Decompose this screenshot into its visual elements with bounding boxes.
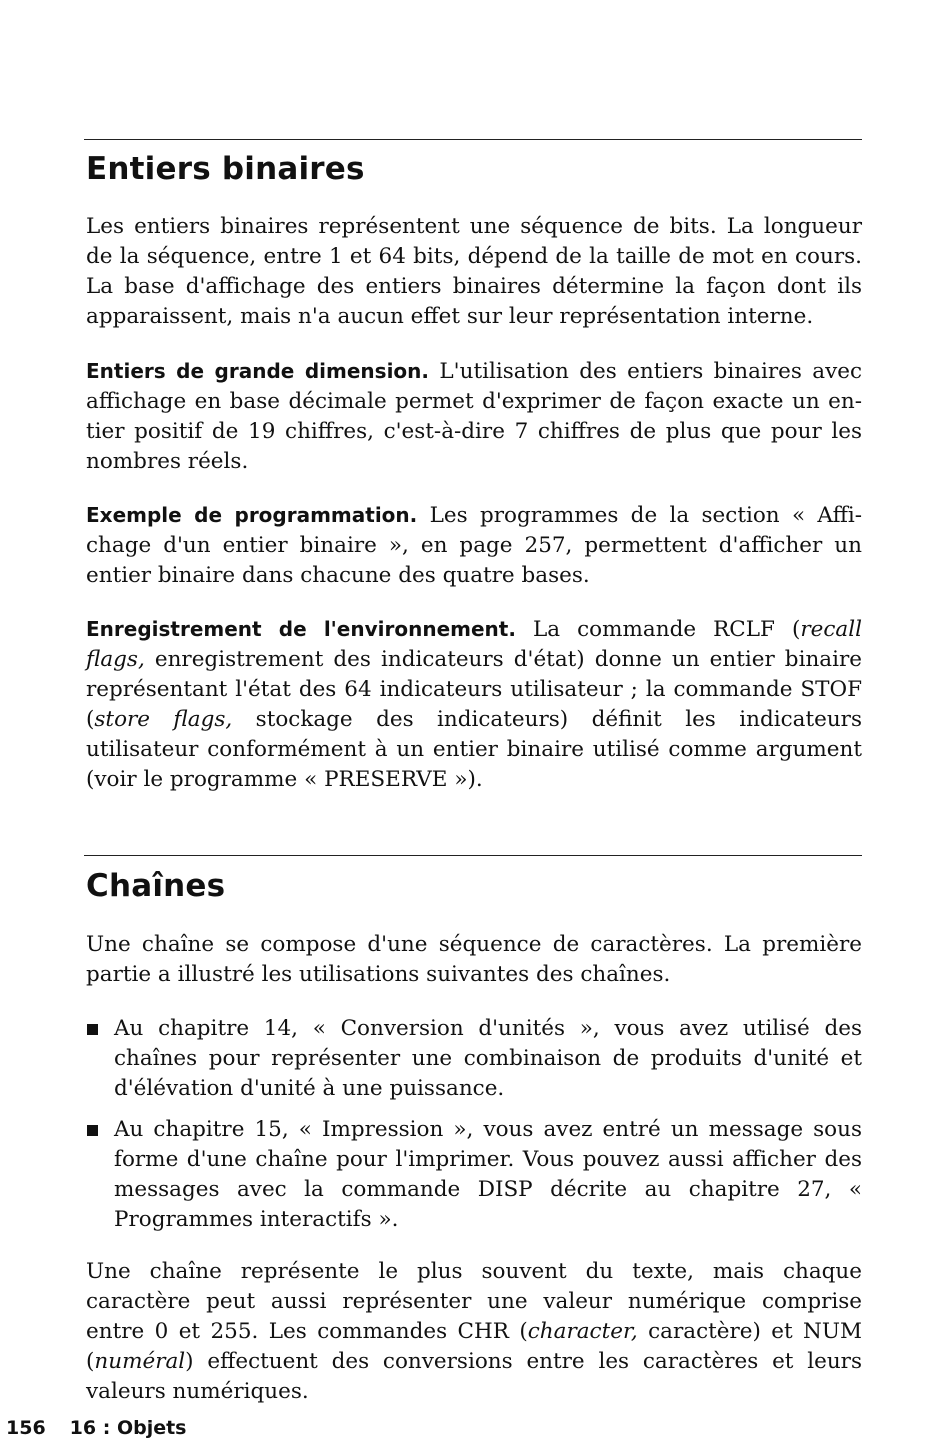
closing-italic-character: character, (527, 1319, 638, 1344)
closing-text-1: Une chaîne représente le plus souvent du texte, mais chaque caractère peut aussi représenter une valeur numérique comprise entre 0 et 255. Les commandes CHR ( (86, 1259, 862, 1344)
binary-intro-paragraph: Les entiers binaires représentent une séquence de bits. La longueur de la séquence, entre 1 et 64 bits, dépend de la taille de mot en cours. La base d'affichage des entiers binaires détermine la façon dont ils apparaissent, mais n'a aucun effet sur leur représentation interne. (86, 214, 862, 329)
programming-example-text: Les programmes de la section « Affichage d'un entier binaire », en page 257, permettent d'afficher un entier binaire dans chacune des quatre bases. (86, 503, 862, 588)
large-integers-text: L'utilisation des entiers binaires avec affichage en base décimale permet d'exprimer de façon exacte un entier positif de 19 chiffres, c'est-à-dire 7 chiffres de plus que pour les nombres réels. (86, 359, 862, 474)
list-item (86, 1014, 862, 1104)
large-integers-runin-title: Entiers de grande dimension. (86, 359, 430, 383)
environment-text-3: stockage des indicateurs) définit les indicateurs utilisateur conformément à un entier binaire utilisé comme argument (voir le programme « PRESERVE »). (86, 707, 862, 792)
environment-text-1: La commande RCLF ( (533, 617, 801, 642)
list-item-text: Au chapitre 14, « Conversion d'unités », vous avez utilisé des chaînes pour représenter une combinaison de produits d'unité et d'élévation d'unité à une puissance. (114, 1016, 862, 1101)
programming-example-runin-title: Exemple de programmation. (86, 503, 418, 527)
strings-uses-list (86, 1014, 862, 1235)
list-item (86, 1115, 862, 1235)
programming-example-paragraph (86, 500, 862, 591)
list-item-text: Au chapitre 15, « Impression », vous avez entré un message sous forme d'une chaîne pour l'imprimer. Vous pouvez aussi afficher des messages avec la commande DISP décrite au chapitre 27, « Programmes interactifs ». (114, 1117, 862, 1232)
square-bullet-icon (87, 1125, 98, 1136)
environment-italic-store-flags: store flags, (94, 707, 233, 732)
environment-runin-title: Enregistrement de l'environnement. (86, 617, 516, 641)
large-integers-paragraph (86, 356, 862, 477)
page-footer (6, 1416, 186, 1440)
environment-italic-recall-flags: recall flags, (86, 617, 862, 672)
environment-text-2: enregistrement des indicateurs d'état) donne un entier binaire représentant l'état des 64 indicateurs utilisateur ; la commande STOF ( (86, 647, 862, 732)
section-heading-strings: Chaînes (86, 868, 226, 904)
closing-text-2: caractère) et NUM ( (86, 1319, 862, 1374)
section-rule (84, 139, 862, 140)
footer-chapter-title: 16 : Objets (69, 1417, 187, 1439)
strings-intro-paragraph: Une chaîne se compose d'une séquence de caractères. La première partie a illustré les utilisations suivantes des chaînes. (86, 932, 862, 987)
strings-closing-paragraph (86, 1257, 862, 1407)
section-rule (84, 855, 862, 856)
square-bullet-icon (87, 1024, 98, 1035)
closing-text-3: ) effectuent des conversions entre les caractères et leurs valeurs numériques. (86, 1349, 862, 1404)
closing-italic-numeral: numéral (94, 1349, 186, 1374)
section-heading-binary-integers: Entiers binaires (86, 151, 365, 187)
environment-paragraph (86, 614, 862, 795)
page-number: 156 (6, 1417, 46, 1439)
